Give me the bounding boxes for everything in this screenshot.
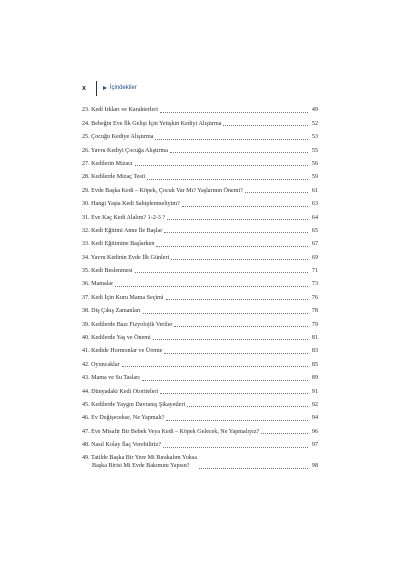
toc-entry (82, 436, 318, 449)
toc-entry-title (82, 294, 164, 302)
toc-entry (82, 168, 318, 181)
toc-entry-title (82, 374, 140, 382)
toc-page-number: 49 (311, 107, 318, 114)
header-divider (96, 81, 97, 96)
toc-entry (82, 141, 318, 154)
dot-leader (199, 468, 308, 469)
dot-leader (153, 339, 308, 340)
toc-entry-title-line: 31. Eve Kaç Kedi Alalım? 1-2-3 ? (82, 214, 166, 221)
dot-leader (142, 380, 308, 381)
dot-leader (163, 447, 308, 448)
toc-entry-title (82, 173, 145, 181)
dot-leader (156, 246, 308, 247)
toc-entry-title-line: 34. Yavru Kedinin Evde İlk Günleri (82, 254, 170, 261)
toc-entry (82, 275, 318, 288)
toc-page-number: 98 (311, 463, 318, 470)
toc-page-number: 61 (311, 187, 318, 194)
dot-leader (166, 299, 308, 300)
toc-entry (82, 409, 318, 422)
toc-page-number: 55 (311, 147, 318, 154)
toc-entry-title-line: 32. Kedi Eğitimi Anne İle Başlar (82, 227, 163, 234)
dot-leader (155, 139, 308, 140)
toc-entry-title-line: Başka Birisi Mi Evde Bakımını Yapsın? (92, 463, 190, 470)
toc-entry (82, 342, 318, 355)
dot-leader (182, 206, 308, 207)
dot-leader (160, 112, 308, 113)
dot-leader (160, 393, 308, 394)
toc-page-number: 59 (311, 174, 318, 181)
toc-page-number: 89 (311, 375, 318, 382)
section-title: İçindekiler (109, 85, 137, 91)
toc-entry (82, 369, 318, 382)
toc-page-number: 76 (311, 294, 318, 301)
toc-page-number: 73 (311, 281, 318, 288)
toc-entry-title (82, 106, 158, 114)
toc-entry (82, 288, 318, 301)
toc-page-number: 91 (311, 388, 318, 395)
toc-entry-title-line: 42. Oyuncaklar (82, 361, 120, 368)
toc-entry (82, 382, 318, 395)
toc-entry-title (82, 388, 158, 396)
toc-entry-title (82, 321, 172, 329)
toc-entry (82, 248, 318, 261)
toc-entry (82, 329, 318, 342)
dot-leader (135, 272, 308, 273)
toc-page-number: 69 (311, 254, 318, 261)
toc-entry-title-line: 33. Kedi Eğitimine Başlarken (82, 241, 155, 248)
toc-entry-title-line: 24. Bebeğin Eve İlk Gelişi İçin Yetişkin Kediyi Alıştırma (82, 120, 222, 127)
toc-entry (82, 355, 318, 368)
toc-entry (82, 262, 318, 275)
toc-entry (82, 449, 318, 470)
toc-entry-title (82, 441, 161, 449)
toc-entry-title-line: 23. Kedi Irkları ve Karakterleri (82, 107, 158, 114)
toc-page-number: 79 (311, 321, 318, 328)
dot-leader (122, 366, 308, 367)
toc-entry-title-line: 41. Kedide Hormonlar ve Üreme (82, 348, 163, 355)
toc-entry-title-line: 45. Kedilerde Yaygın Davranış Şikayetleri (82, 401, 186, 408)
toc-page-number: 52 (311, 120, 318, 127)
toc-entry-title-line: 30. Hangi Yaşta Kedi Sahiplenmeliyim? (82, 201, 180, 208)
toc-entry-title-line: 43. Mama ve Su Tasları (82, 375, 140, 382)
toc-entry-title (82, 187, 243, 195)
toc-entry (82, 101, 318, 114)
toc-page-number: 53 (311, 134, 318, 141)
toc-page-number: 96 (311, 428, 318, 435)
toc-page-number: 83 (311, 348, 318, 355)
toc-entry-title (82, 214, 165, 222)
toc-entry (82, 181, 318, 194)
toc-entry (82, 155, 318, 168)
toc-entry-title (82, 133, 153, 141)
toc-entry-title (82, 147, 168, 155)
toc-entry-title-line: 46. Ev Değişecekse, Ne Yapmalı? (82, 415, 165, 422)
dot-leader (135, 165, 308, 166)
toc-page-number: 65 (311, 227, 318, 234)
dot-leader (164, 232, 308, 233)
dot-leader (147, 179, 308, 180)
toc-entry (82, 235, 318, 248)
toc-entry (82, 208, 318, 221)
dot-leader (167, 219, 308, 220)
toc-page-number: 71 (311, 268, 318, 275)
toc-entry (82, 222, 318, 235)
dot-leader (115, 286, 308, 287)
toc-entry-title-line: 47. Eve Misafir Bir Bebek Veya Kedi – Köpek Gelecek, Ne Yapmalıyız? (82, 428, 260, 435)
dot-leader (164, 353, 308, 354)
toc-entry-title-line: 39. Kedilerde Bazı Fizyolojik Veriler (82, 321, 173, 328)
toc-entry-title (82, 227, 162, 235)
triangle-right-icon (103, 86, 107, 90)
page-header (82, 80, 137, 96)
toc-page-number: 56 (311, 160, 318, 167)
toc-entry (82, 128, 318, 141)
toc-entry-title (82, 347, 162, 355)
toc-entry (82, 422, 318, 435)
toc-entry (82, 302, 318, 315)
toc-entry-title (82, 254, 169, 262)
toc-entry-title-line: 36. Mamalar (82, 281, 114, 288)
toc-entry (82, 315, 318, 328)
toc-entry-title (82, 334, 151, 342)
dot-leader (170, 152, 308, 153)
toc-page-number: 64 (311, 214, 318, 221)
toc-page-number: 78 (311, 308, 318, 315)
dot-leader (174, 326, 308, 327)
toc-entry-title-line: 35. Kedi Beslenmesi (82, 268, 133, 275)
toc-entry-title-line: 25. Çocuğu Kediye Alıştırma (82, 134, 154, 141)
dot-leader (143, 313, 308, 314)
toc-entry-title-line: 27. Kedilerin Mizacı (82, 160, 133, 167)
toc-page-number: 67 (311, 241, 318, 248)
page-number: x (82, 84, 86, 92)
toc-page-number: 94 (311, 415, 318, 422)
toc-entry-title (82, 120, 221, 128)
toc-entry-title-line: 44. Dünyadaki Kedi Otoriteleri (82, 388, 159, 395)
toc-entry (82, 396, 318, 409)
dot-leader (223, 125, 308, 126)
toc-entry-title (82, 160, 133, 168)
toc-entry-title (82, 428, 259, 436)
toc-entry-title (82, 267, 133, 275)
toc-entry-title (82, 200, 180, 208)
toc-entry-title-line: 29. Evde Başka Kedi – Köpek, Çocuk Var Mı? Yaşlarının Önemi? (82, 187, 243, 194)
toc-entry-title-line: 28. Kedilerde Mizaç Testi (82, 174, 146, 181)
toc-entry (82, 114, 318, 127)
toc-page-number: 81 (311, 335, 318, 342)
dot-leader (171, 259, 308, 260)
toc-entry-title-line: 26. Yavru Kediyi Çocuğa Alıştırma (82, 147, 168, 154)
toc-entry-title-line: 38. Diş Çıkış Zamanları (82, 308, 141, 315)
toc-page-number: 92 (311, 401, 318, 408)
toc-entry-title (82, 454, 197, 470)
toc-entry-title-line: 37. Kedi İçin Kuru Mama Seçimi (82, 294, 164, 301)
dot-leader (245, 192, 308, 193)
toc-entry-title (82, 401, 185, 409)
toc-entry-title (82, 361, 120, 369)
toc-entry-title-line: 40. Kedilerde Yaş ve Önemi (82, 335, 151, 342)
dot-leader (166, 420, 308, 421)
toc-entry-title (82, 414, 164, 422)
toc-page-number: 85 (311, 361, 318, 368)
toc-page-number: 63 (311, 201, 318, 208)
dot-leader (261, 433, 308, 434)
toc-entry-title-line: 49. Tatilde Başka Bir Yere Mi Bırakalım Yoksa (82, 455, 197, 462)
toc-entry-title (82, 240, 154, 248)
dot-leader (187, 406, 308, 407)
toc-entry-title (82, 307, 141, 315)
toc-entry-title (82, 280, 113, 288)
toc-page-number: 97 (311, 442, 318, 449)
toc-entry-title-line: 48. Nasıl Kolay İlaç Verebiliriz? (82, 442, 161, 449)
toc-entry (82, 195, 318, 208)
table-of-contents (82, 101, 318, 470)
